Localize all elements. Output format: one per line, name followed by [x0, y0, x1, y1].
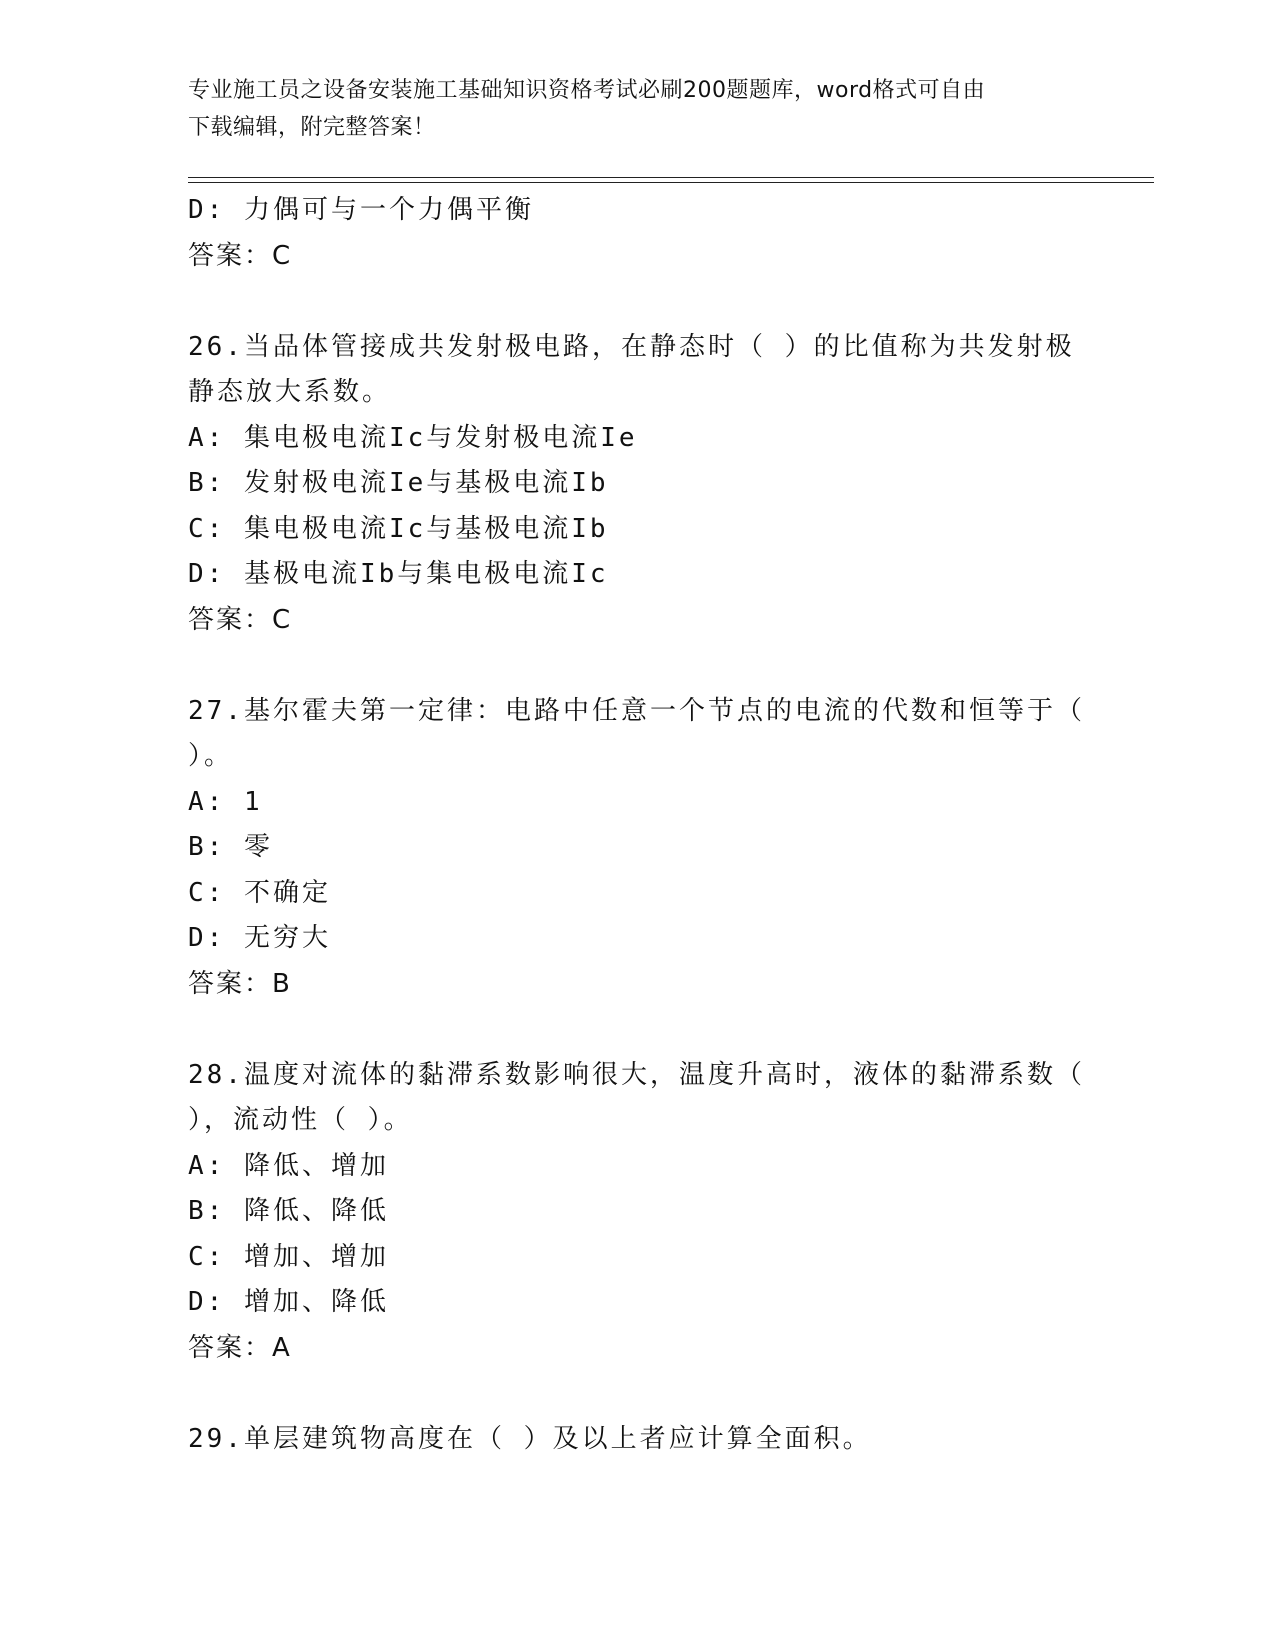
question-text-line-1: 27.基尔霍夫第一定律：电路中任意一个节点的电流的代数和恒等于（ [188, 695, 1085, 726]
prev-answer: 答案：C [188, 240, 293, 271]
answer: 答案：B [188, 968, 292, 999]
option-a: A: 降低、增加 [188, 1150, 389, 1181]
header-line-1: 专业施工员之设备安装施工基础知识资格考试必刷200题题库，word格式可自由 [188, 78, 986, 103]
question-text-line-1: 26.当品体管接成共发射极电路，在静态时（ ）的比值称为共发射极 [188, 331, 1075, 362]
header-rule-bottom [188, 182, 1154, 183]
question-text-line-1: 29.单层建筑物高度在（ ）及以上者应计算全面积。 [188, 1423, 872, 1454]
question-list [188, 188, 1088, 1462]
option-b: B: 零 [188, 832, 273, 862]
question-27 [188, 689, 1088, 1008]
option-c: C: 集电极电流Ic与基极电流Ib [188, 513, 609, 544]
option-a: A: 1 [188, 786, 263, 817]
answer: 答案：C [188, 604, 293, 635]
question-28 [188, 1053, 1088, 1372]
header-rule-top [188, 177, 1154, 178]
option-b: B: 降低、降低 [188, 1196, 389, 1226]
header-line-2: 下载编辑，附完整答案！ [188, 115, 436, 140]
option-c: C: 增加、增加 [188, 1241, 389, 1272]
option-d: D: 基极电流Ib与集电极电流Ic [188, 559, 609, 589]
answer: 答案：A [188, 1332, 292, 1363]
question-29 [188, 1417, 1088, 1463]
question-text-line-1: 28.温度对流体的黏滞系数影响很大，温度升高时，液体的黏滞系数（ [188, 1059, 1085, 1090]
option-d: D: 无穷大 [188, 923, 331, 953]
option-c: C: 不确定 [188, 877, 331, 908]
question-text-line-2: ）。 [188, 741, 234, 771]
page-header [188, 72, 1088, 146]
option-b: B: 发射极电流Ie与基极电流Ib [188, 468, 609, 498]
question-text-line-2: 静态放大系数。 [188, 377, 392, 407]
question-text-line-2: ），流动性（ ）。 [188, 1105, 413, 1135]
option-d: D: 增加、降低 [188, 1287, 389, 1317]
option-a: A: 集电极电流Ic与发射极电流Ie [188, 422, 638, 453]
prev-option-d: D: 力偶可与一个力偶平衡 [188, 195, 534, 225]
question-26 [188, 325, 1088, 644]
